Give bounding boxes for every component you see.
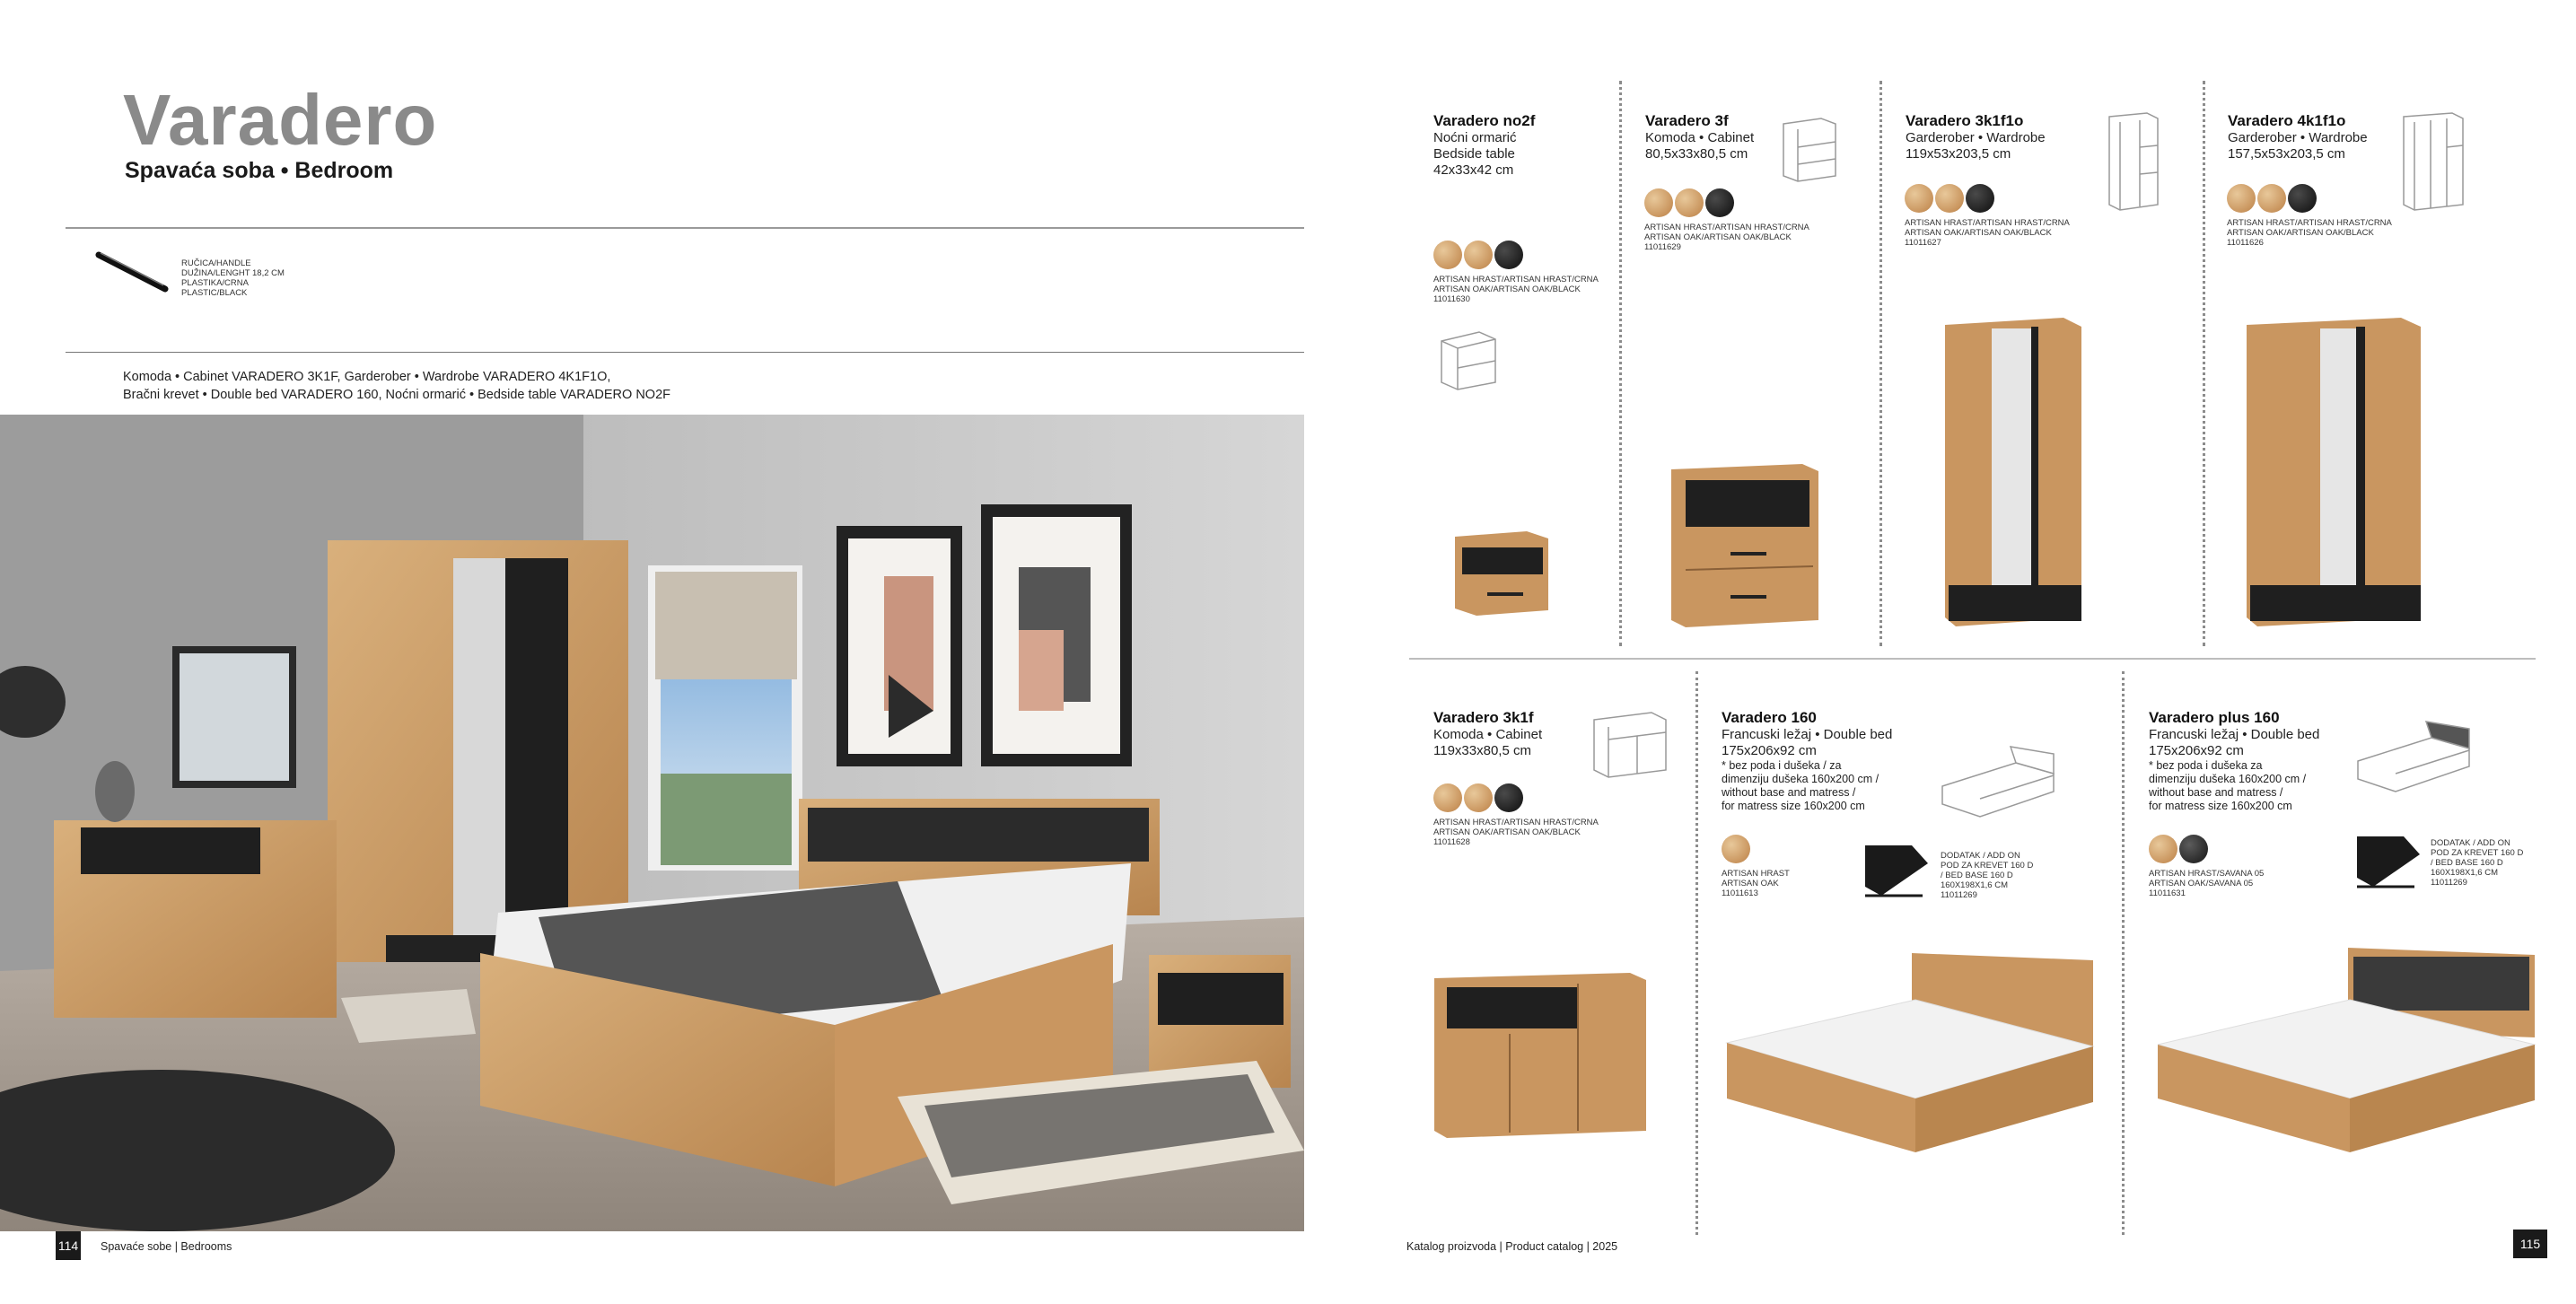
row-divider [1409, 658, 2536, 660]
product-varadero-3k1f: Varadero 3k1f Komoda • Cabinet 119x33x80,5 cm [1433, 709, 1543, 758]
4k1f1o-line-drawing [2400, 111, 2466, 212]
column-divider [1879, 81, 1882, 646]
product-varadero-3f: Varadero 3f Komoda • Cabinet 80,5x33x80,5 cm [1645, 112, 1755, 162]
plus160-line-drawing [2354, 718, 2473, 795]
3k1f1o-line-drawing [2106, 111, 2161, 212]
oak-swatch [2257, 184, 2286, 213]
finish-swatches [2149, 835, 2210, 863]
addon-info: DODATAK / ADD ON POD ZA KREVET 160 D / BED BASE 160 D 160X198X1,6 CM 11011269 [1941, 851, 2034, 900]
oak-swatch [1935, 184, 1964, 213]
plus160-photo [2154, 944, 2540, 1160]
3f-photo [1668, 462, 1822, 631]
finish-swatches [1722, 835, 1752, 863]
black-swatch [1494, 783, 1523, 812]
oak-swatch [1644, 188, 1673, 217]
finish-swatches [1433, 241, 1525, 269]
black-swatch [2288, 184, 2317, 213]
page-subtitle: Spavaća soba • Bedroom [125, 158, 394, 183]
caption-divider [66, 352, 1304, 353]
finish-info: ARTISAN HRAST/ARTISAN HRAST/CRNA ARTISAN OAK/ARTISAN OAK/BLACK 11011628 [1433, 818, 1599, 847]
column-divider [1619, 81, 1622, 646]
oak-swatch [1433, 241, 1462, 269]
oak-swatch [2227, 184, 2256, 213]
product-varadero-4k1f1o: Varadero 4k1f1o Garderober • Wardrobe 157,5x53x203,5 cm [2228, 112, 2368, 162]
oak-swatch [1464, 783, 1493, 812]
savana-swatch [2179, 835, 2208, 863]
bed-base-icon [1860, 842, 1933, 901]
finish-info: ARTISAN HRAST/ARTISAN HRAST/CRNA ARTISAN OAK/ARTISAN OAK/BLACK 11011629 [1644, 223, 1809, 252]
footer-right: Katalog proizvoda | Product catalog | 2025 [1406, 1240, 1618, 1253]
photo-caption: Komoda • Cabinet VARADERO 3K1F, Garderober • Wardrobe VARADERO 4K1F1O, Bračni krevet • Double bed VARADERO 160, Noćni ormarić • Bedside table VARADERO NO2F [123, 370, 670, 402]
black-swatch [1705, 188, 1734, 217]
black-swatch [1494, 241, 1523, 269]
4k1f1o-photo [2243, 316, 2424, 630]
oak-swatch [1675, 188, 1704, 217]
3f-line-drawing [1778, 115, 1841, 183]
handle-image [92, 249, 172, 294]
finish-info: ARTISAN HRAST/SAVANA 05 ARTISAN OAK/SAVANA 05 11011631 [2149, 869, 2265, 898]
oak-swatch [1722, 835, 1750, 863]
finish-info: ARTISAN HRAST ARTISAN OAK 11011613 [1722, 869, 1790, 898]
finish-swatches [1905, 184, 1996, 213]
column-divider [2203, 81, 2205, 646]
finish-swatches [1433, 783, 1525, 812]
oak-swatch [1464, 241, 1493, 269]
page-number-right: 115 [2513, 1230, 2547, 1258]
bed160-line-drawing [1939, 743, 2057, 824]
finish-swatches [2227, 184, 2318, 213]
3k1f1o-photo [1941, 316, 2087, 630]
product-varadero-no2f: Varadero no2f Noćni ormarić Bedside table 42x33x42 cm [1433, 112, 1536, 178]
finish-swatches [1644, 188, 1736, 217]
footer-left: Spavaće sobe | Bedrooms [101, 1240, 232, 1253]
oak-swatch [1905, 184, 1933, 213]
column-divider [2122, 671, 2125, 1235]
finish-info: ARTISAN HRAST/ARTISAN HRAST/CRNA ARTISAN OAK/ARTISAN OAK/BLACK 11011630 [1433, 275, 1599, 304]
3k1f-line-drawing [1589, 709, 1669, 779]
no2f-line-drawing [1434, 325, 1503, 391]
oak-swatch [1433, 783, 1462, 812]
oak-swatch [2149, 835, 2177, 863]
finish-info: ARTISAN HRAST/ARTISAN HRAST/CRNA ARTISAN OAK/ARTISAN OAK/BLACK 11011627 [1905, 218, 2070, 248]
header-divider [66, 227, 1304, 229]
handle-info: RUČICA/HANDLE DUŽINA/LENGHT 18,2 CM PLASTIKA/CRNA PLASTIC/BLACK [181, 258, 285, 298]
bedroom-photo [0, 415, 1304, 1231]
product-varadero-plus-160: Varadero plus 160 Francuski ležaj • Double bed 175x206x92 cm * bez poda i dušeka za dimenziju dušeka 160x200 cm / without base and matress / for matress size 160x200 cm [2149, 709, 2320, 812]
product-varadero-3k1f1o: Varadero 3k1f1o Garderober • Wardrobe 119x53x203,5 cm [1906, 112, 2046, 162]
finish-info: ARTISAN HRAST/ARTISAN HRAST/CRNA ARTISAN OAK/ARTISAN OAK/BLACK 11011626 [2227, 218, 2392, 248]
product-varadero-160: Varadero 160 Francuski ležaj • Double bed 175x206x92 cm * bez poda i dušeka / za dimenziju dušeka 160x200 cm / without base and matress / for matress size 160x200 cm [1722, 709, 1893, 812]
page-number-left: 114 [56, 1231, 81, 1260]
3k1f-photo [1431, 971, 1650, 1142]
addon-info: DODATAK / ADD ON POD ZA KREVET 160 D / BED BASE 160 D 160X198X1,6 CM 11011269 [2431, 838, 2524, 888]
bed160-photo [1723, 950, 2100, 1156]
no2f-photo [1451, 528, 1552, 617]
page-title: Varadero [123, 80, 438, 160]
black-swatch [1966, 184, 1994, 213]
bed-base-icon [2352, 833, 2425, 892]
column-divider [1695, 671, 1698, 1235]
